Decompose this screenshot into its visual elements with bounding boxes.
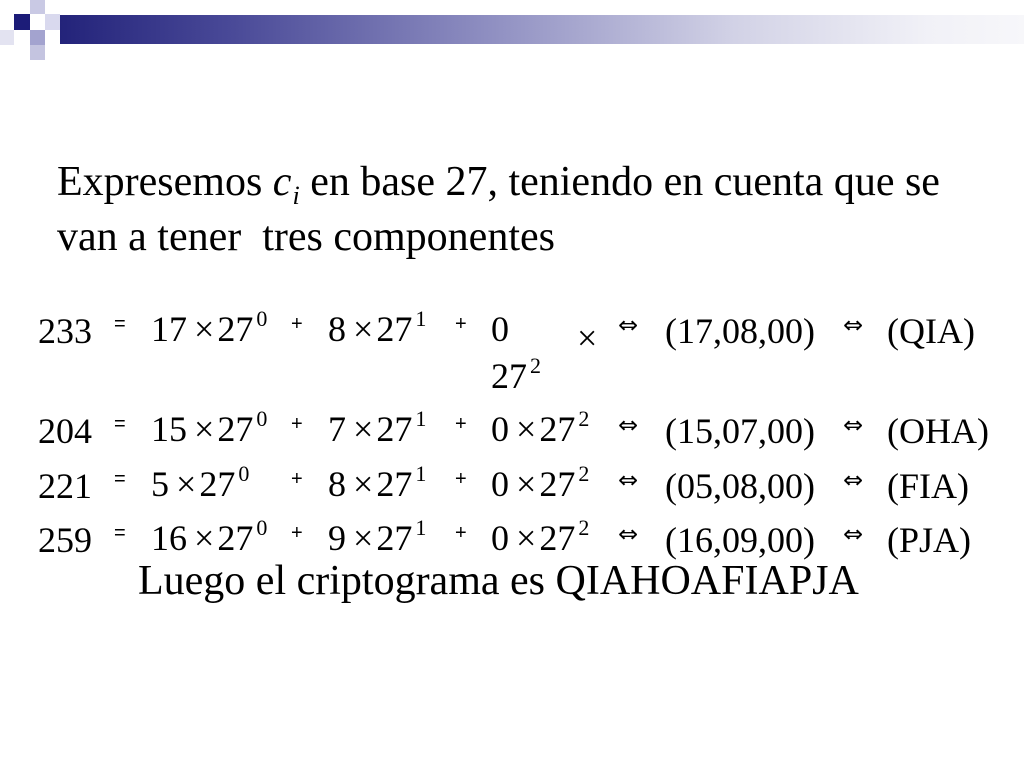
equals-sign: = [114, 313, 126, 335]
digit-tuple: (16,09,00) [665, 520, 815, 560]
times-sign: × [353, 309, 374, 349]
term-power-0 [151, 515, 268, 558]
coefficient: 8 [328, 464, 346, 504]
letter-triplet: (PJA) [887, 520, 972, 560]
equals-sign: = [114, 468, 126, 490]
plus-sign: + [291, 313, 303, 335]
exponent: 2 [578, 461, 590, 486]
letter-triplet: (FIA) [887, 466, 969, 506]
equivalence-arrow-icon: ⇔ [843, 466, 864, 494]
header-square-light [30, 0, 45, 14]
times-sign: × [353, 409, 374, 449]
term-power-1 [328, 515, 427, 558]
times-sign: × [194, 309, 215, 349]
base: 27 [376, 409, 413, 449]
header-square-dark [14, 14, 30, 30]
times-sign: × [516, 518, 537, 558]
conclusion-text: Luego el criptograma es QIAHOAFIAPJA [138, 558, 859, 604]
digit-tuple: (15,07,00) [665, 411, 815, 451]
plus-sign: + [291, 413, 303, 435]
term-power-2 [491, 311, 601, 401]
power [376, 406, 427, 449]
variable-subscript-i: i [292, 181, 300, 210]
heading-line-2: van a tener tres componentes [57, 214, 555, 260]
base: 27 [376, 309, 413, 349]
exponent: 1 [415, 406, 427, 431]
coefficient: 0 [491, 518, 509, 558]
heading-text: Expresemos [57, 159, 273, 205]
letter-triplet: (OHA) [887, 411, 989, 451]
letter-triplet: (QIA) [887, 311, 975, 351]
variable-c: c [272, 159, 292, 205]
power [539, 515, 590, 558]
header-square-light [45, 14, 60, 30]
base: 27 [376, 464, 413, 504]
equivalence-arrow-icon: ⇔ [618, 411, 639, 439]
heading-text: en base 27, teniendo en cuenta que se [299, 159, 940, 205]
exponent: 0 [256, 306, 268, 331]
coefficient: 9 [328, 518, 346, 558]
equation-row [0, 461, 1024, 508]
decimal-value: 221 [38, 466, 92, 506]
plus-sign: + [455, 313, 467, 335]
times-sign: × [516, 409, 537, 449]
exponent: 2 [578, 515, 590, 540]
exponent: 1 [415, 461, 427, 486]
power [376, 515, 427, 558]
equals-sign: = [114, 413, 126, 435]
power [539, 406, 590, 449]
power [217, 515, 268, 558]
base: 27 [376, 518, 413, 558]
base: 27 [217, 309, 254, 349]
equivalence-arrow-icon: ⇔ [843, 411, 864, 439]
base: 27 [491, 356, 527, 396]
header-square-medium [30, 30, 45, 45]
equals-sign: = [114, 522, 126, 544]
power [539, 461, 590, 504]
power [217, 406, 268, 449]
exponent: 0 [238, 461, 250, 486]
coefficient: 5 [151, 464, 169, 504]
base: 27 [217, 409, 254, 449]
base: 27 [539, 409, 576, 449]
header-square-light [30, 45, 45, 60]
base: 27 [539, 518, 576, 558]
power [491, 353, 541, 396]
times-sign: × [176, 464, 197, 504]
term-power-1 [328, 461, 427, 504]
plus-sign: + [291, 468, 303, 490]
header-square-light [0, 30, 14, 45]
equation-row [0, 306, 1024, 396]
equation-row [0, 515, 1024, 562]
equivalence-arrow-icon: ⇔ [843, 520, 864, 548]
times-sign: × [516, 464, 537, 504]
coefficient: 8 [328, 309, 346, 349]
slide-heading [57, 157, 940, 263]
times-sign: × [353, 464, 374, 504]
power [376, 306, 427, 349]
equivalence-arrow-icon: ⇔ [618, 311, 639, 339]
times-sign: × [353, 518, 374, 558]
equivalence-arrow-icon: ⇔ [618, 520, 639, 548]
coefficient: 0 [491, 309, 509, 349]
term-power-0 [151, 306, 268, 349]
exponent: 1 [415, 515, 427, 540]
coefficient: 0 [491, 464, 509, 504]
equivalence-arrow-icon: ⇔ [843, 311, 864, 339]
times-sign: × [577, 318, 598, 358]
times-sign: × [194, 409, 215, 449]
coefficient: 17 [151, 309, 187, 349]
term-power-1 [328, 306, 427, 349]
plus-sign: + [455, 413, 467, 435]
equivalence-arrow-icon: ⇔ [618, 466, 639, 494]
equation-row [0, 406, 1024, 453]
term-power-2 [491, 406, 590, 449]
digit-tuple: (17,08,00) [665, 311, 815, 351]
plus-sign: + [455, 468, 467, 490]
plus-sign: + [455, 522, 467, 544]
exponent: 0 [256, 515, 268, 540]
exponent: 2 [530, 353, 541, 378]
term-power-0 [151, 406, 268, 449]
decimal-value: 233 [38, 311, 92, 351]
base: 27 [539, 464, 576, 504]
decimal-value: 204 [38, 411, 92, 451]
term-power-1 [328, 406, 427, 449]
term-power-2 [491, 461, 590, 504]
digit-tuple: (05,08,00) [665, 466, 815, 506]
base: 27 [199, 464, 236, 504]
decimal-value: 259 [38, 520, 92, 560]
times-sign: × [194, 518, 215, 558]
coefficient: 15 [151, 409, 187, 449]
power [376, 461, 427, 504]
plus-sign: + [291, 522, 303, 544]
coefficient: 16 [151, 518, 187, 558]
term-power-2 [491, 515, 590, 558]
exponent: 0 [256, 406, 268, 431]
power [199, 461, 250, 504]
term-power-0 [151, 461, 250, 504]
power [217, 306, 268, 349]
header-gradient-bar [60, 15, 1024, 44]
coefficient: 0 [491, 409, 509, 449]
base: 27 [217, 518, 254, 558]
exponent: 2 [578, 406, 590, 431]
exponent: 1 [415, 306, 427, 331]
coefficient: 7 [328, 409, 346, 449]
